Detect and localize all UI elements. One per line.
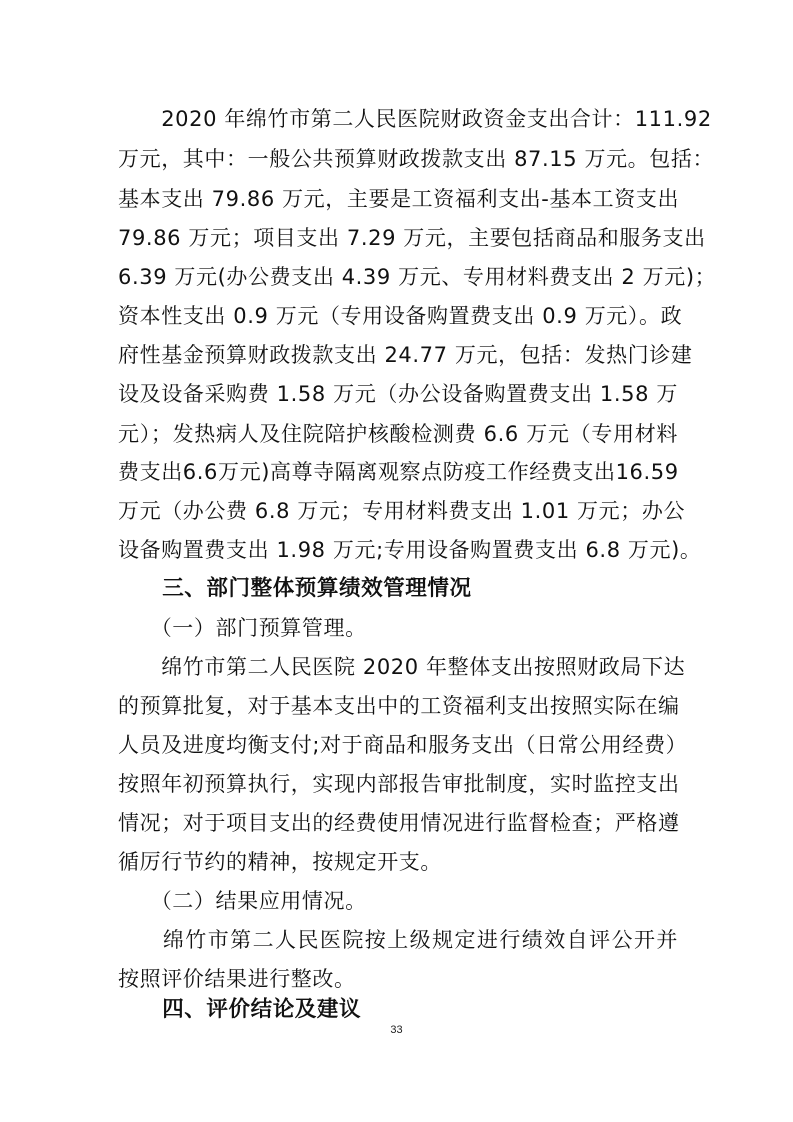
paragraph-line: 情况；对于项目支出的经费使用情况进行监督检查；严格遵 (118, 811, 680, 835)
paragraph-line: 绵竹市第二人民医院 2020 年整体支出按照财政局下达 (118, 655, 686, 679)
paragraph-line: 2020 年绵竹市第二人民医院财政资金支出合计：111.92 (118, 107, 712, 131)
page-number: 33 (390, 1024, 403, 1036)
paragraph-line: 的预算批复，对于基本支出中的工资福利支出按照实际在编 (118, 694, 680, 718)
paragraph-line: 绵竹市第二人民医院按上级规定进行绩效自评公开并 (118, 928, 678, 952)
paragraph-line: 万元，其中：一般公共预算财政拨款支出 87.15 万元。包括： (118, 147, 715, 171)
paragraph-line: 6.39 万元(办公费支出 4.39 万元、专用材料费支出 2 万元)； (118, 265, 717, 289)
paragraph-line: 基本支出 79.86 万元，主要是工资福利支出-基本工资支出 (118, 187, 680, 211)
subsection-title: （二）结果应用情况。 (118, 889, 367, 913)
paragraph-line: 设及设备采购费 1.58 万元（办公设备购置费支出 1.58 万 (118, 382, 678, 406)
subsection-title: （一）部门预算管理。 (118, 616, 367, 640)
paragraph-line: 府性基金预算财政拨款支出 24.77 万元，包括：发热门诊建 (118, 343, 693, 367)
paragraph-line: 元）；发热病人及住院陪护核酸检测费 6.6 万元（专用材料 (118, 422, 678, 446)
paragraph-line: 费支出6.6万元)高尊寺隔离观察点防疫工作经费支出16.59 (118, 460, 679, 484)
paragraph-line: 循厉行节约的精神，按规定开支。 (118, 850, 442, 874)
paragraph-line: 按照年初预算执行，实现内部报告审批制度，实时监控支出 (118, 772, 680, 796)
paragraph-line: 79.86 万元；项目支出 7.29 万元，主要包括商品和服务支出 (118, 226, 706, 250)
paragraph-line: 人员及进度均衡支付;对于商品和服务支出（日常公用经费） (118, 733, 688, 757)
section-heading: 三、部门整体预算绩效管理情况 (118, 576, 472, 601)
section-heading: 四、评价结论及建议 (118, 997, 362, 1022)
paragraph-line: 按照评价结果进行整改。 (118, 967, 356, 991)
paragraph-line: 万元（办公费 6.8 万元；专用材料费支出 1.01 万元；办公 (118, 499, 686, 523)
paragraph-line: 资本性支出 0.9 万元（专用设备购置费支出 0.9 万元）。政 (118, 304, 683, 328)
paragraph-line: 设备购置费支出 1.98 万元;专用设备购置费支出 6.8 万元)。 (118, 538, 702, 562)
